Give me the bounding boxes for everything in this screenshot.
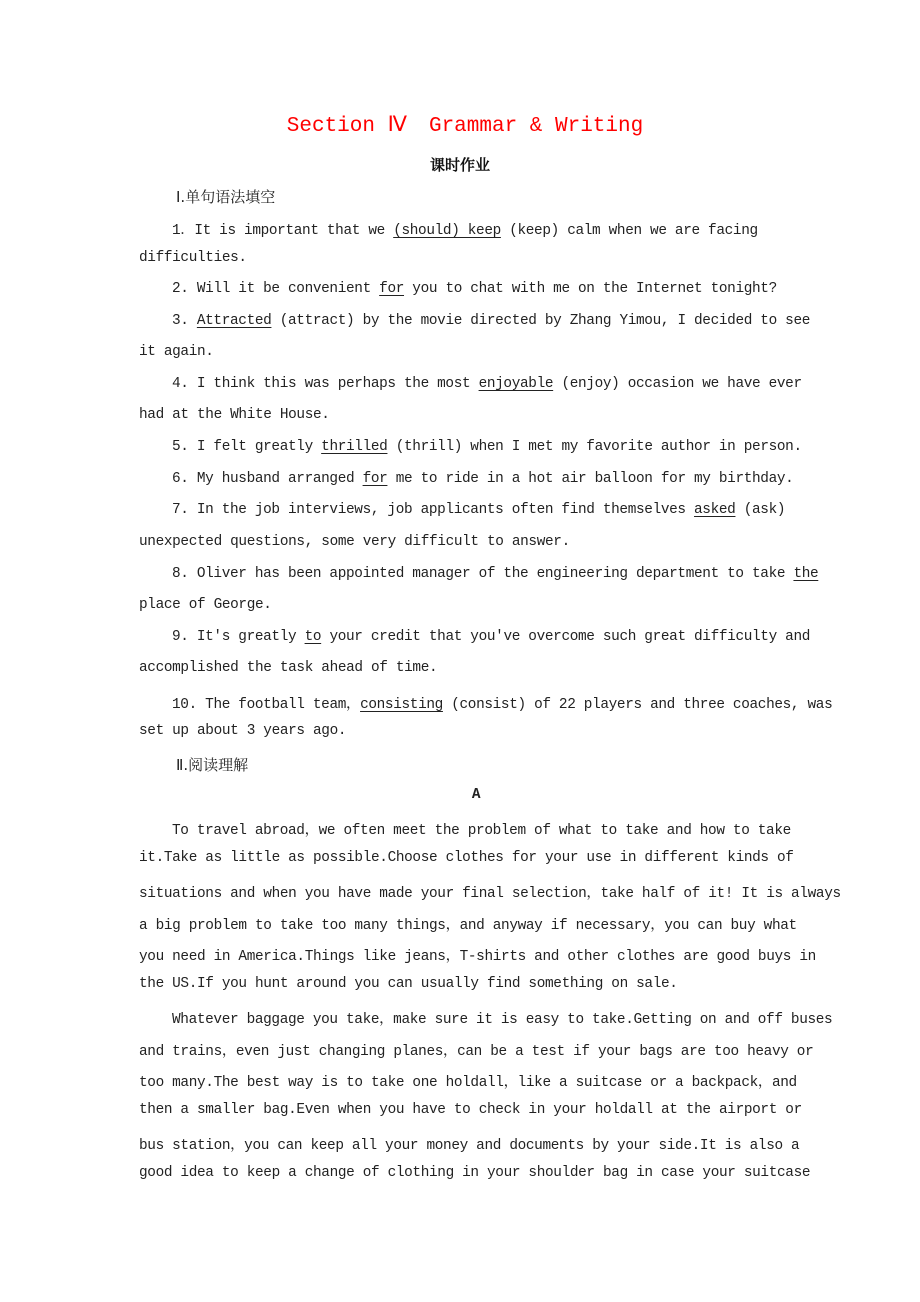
- part1-heading: Ⅰ.单句语法填空: [176, 188, 276, 206]
- question-7: 7. In the job interviews, job applicants often find themselves asked (ask): [172, 502, 786, 518]
- section-topic: Grammar & Writing: [428, 115, 644, 138]
- section-title: [0, 112, 920, 138]
- question-1-cont: difficulties.: [139, 250, 247, 266]
- answer-10: consisting: [360, 697, 443, 713]
- passage-line: it.Take as little as possible.Choose clothes for your use in different kinds of: [139, 850, 794, 866]
- question-3: 3. Attracted (attract) by the movie directed by Zhang Yimou, I decided to see: [172, 313, 811, 329]
- passage-line: then a smaller bag.Even when you have to check in your holdall at the airport or: [139, 1102, 802, 1118]
- subtitle: 课时作业: [429, 156, 490, 174]
- answer-2: for: [379, 281, 405, 297]
- question-9: 9. It's greatly to your credit that you've overcome such great difficulty and: [172, 629, 811, 645]
- passage-line: good idea to keep a change of clothing in your shoulder bag in case your suitcase: [139, 1165, 811, 1181]
- question-5: 5. I felt greatly thrilled (thrill) when I met my favorite author in person.: [172, 439, 802, 455]
- passage-line: the US.If you hunt around you can usually find something on sale.: [139, 976, 678, 992]
- passage-line: Whatever baggage you take，make sure it is easy to take.Getting on and off buses: [172, 1012, 833, 1028]
- question-1: 1．It is important that we (should) keep (keep) calm when we are facing: [172, 223, 758, 239]
- question-8-cont: place of George.: [139, 597, 272, 613]
- passage-line: situations and when you have made your final selection，take half of it! It is always: [139, 886, 841, 902]
- passage-line: bus station，you can keep all your money and documents by your side.It is also a: [139, 1138, 800, 1154]
- question-4-cont: had at the White House.: [139, 407, 330, 423]
- question-10: 10. The football team，consisting (consist) of 22 players and three coaches, was: [172, 697, 833, 713]
- section-number: Section Ⅳ: [286, 115, 407, 138]
- question-9-cont: accomplished the task ahead of time.: [139, 660, 438, 676]
- answer-3: Attracted: [196, 313, 272, 329]
- answer-9: to: [304, 629, 322, 645]
- answer-1: (should) keep: [393, 223, 501, 239]
- answer-7: asked: [694, 502, 736, 518]
- answer-6: for: [362, 471, 388, 487]
- question-10-cont: set up about 3 years ago.: [139, 723, 347, 739]
- question-3-cont: it again.: [139, 344, 214, 360]
- answer-8: the: [793, 566, 819, 582]
- passage-line: you need in America.Things like jeans，T-shirts and other clothes are good buys in: [139, 949, 816, 965]
- passage-line: and trains，even just changing planes，can be a test if your bags are too heavy or: [139, 1044, 814, 1060]
- passage-label: A: [471, 787, 481, 803]
- answer-5: thrilled: [321, 439, 388, 455]
- question-6: 6. My husband arranged for me to ride in a hot air balloon for my birthday.: [172, 471, 794, 487]
- passage-line: too many.The best way is to take one holdall，like a suitcase or a backpack，and: [139, 1075, 797, 1091]
- part2-heading: Ⅱ.阅读理解: [176, 756, 249, 774]
- passage-line: a big problem to take too many things，and anyway if necessary，you can buy what: [139, 918, 797, 934]
- question-2: 2. Will it be convenient for you to chat with me on the Internet tonight?: [172, 281, 777, 297]
- answer-4: enjoyable: [478, 376, 554, 392]
- passage-line: To travel abroad，we often meet the problem of what to take and how to take: [172, 823, 791, 839]
- question-8: 8. Oliver has been appointed manager of the engineering department to take the: [172, 566, 819, 582]
- question-7-cont: unexpected questions, some very difficult to answer.: [139, 534, 570, 550]
- question-4: 4. I think this was perhaps the most enjoyable (enjoy) occasion we have ever: [172, 376, 802, 392]
